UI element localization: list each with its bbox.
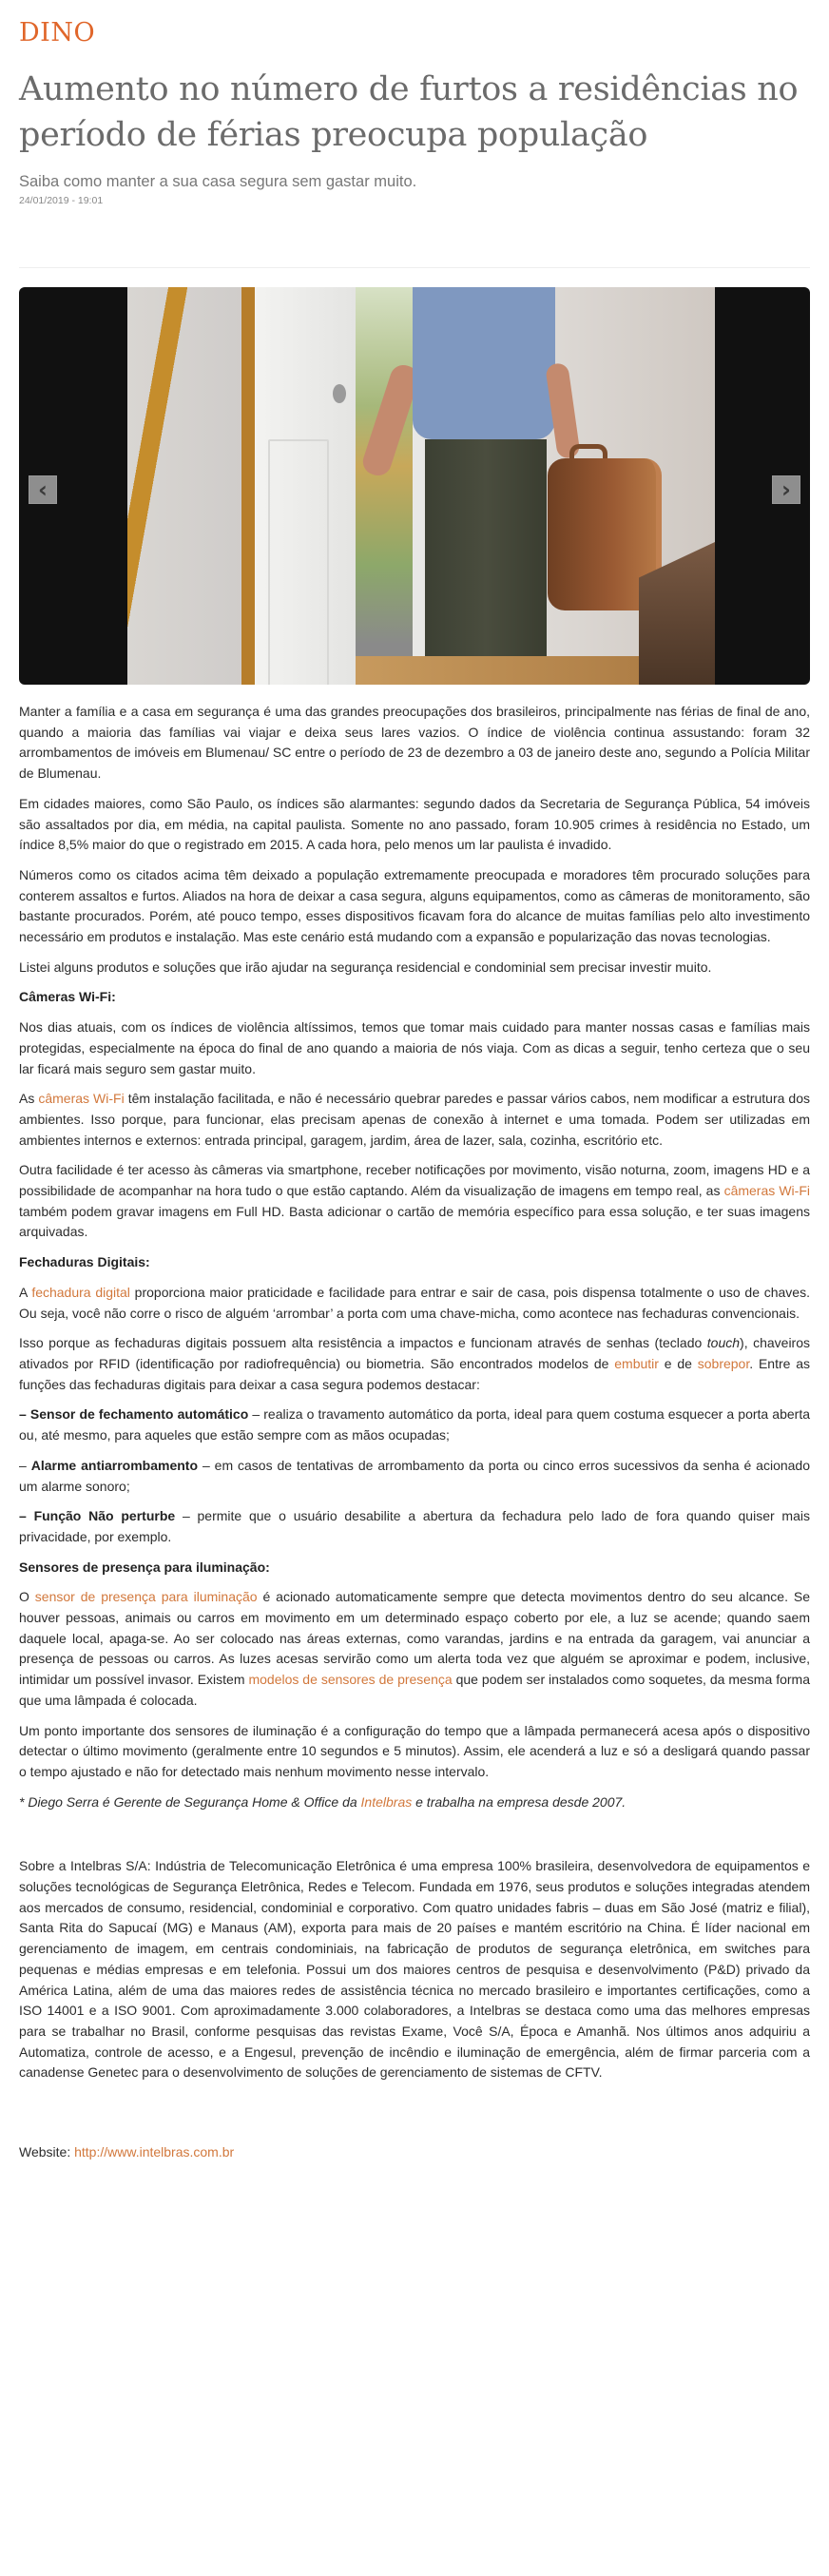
slider-prev-button[interactable] — [29, 475, 57, 504]
website-link[interactable]: http://www.intelbras.com.br — [74, 2144, 235, 2160]
feature-text: – realiza o travamento automático da porta, ideal para quem costuma esquecer a porta aberta ou, até mesmo, para aqueles que estão sempre com as mãos ocupadas; — [19, 1406, 810, 1443]
stair-rail — [127, 287, 194, 685]
link-cameras-wifi[interactable]: câmeras Wi-Fi — [723, 1183, 810, 1199]
about-company: Sobre a Intelbras S/A: Indústria de Telecomunicação Eletrônica é uma empresa 100% brasileira, desenvolvedora de equipamentos e soluções tecnológicas de Segurança Eletrônica, Redes e Telecom. Fundada em 1976, seus produtos e soluções integradas atendem aos mercados de consumo, residencial, condominial e corporativo. Com quatro unidades fabris – duas em São José (matriz e filial), Santa Rita do Sapucaí (MG) e Manaus (AM), exporta para mais de 20 países e mantém escritório na China. É líder nacional em gerenciamento de imagem, em centrais condominiais, na fabricação de produtos de segurança eletrônica, em switches para pequenas e médias empresas e em telefonia. Possui um dos maiores centros de pesquisa e desenvolvimento (P&D) privado da América Latina, além de uma das maiores redes de assistência técnica no mercado brasileiro e importantes certificações, como a ISO 14001 e a ISO 9001. Com aproximadamente 3.000 colaboradores, a Intelbras se destaca como uma das melhores empresas para se trabalhar no Brasil, conforme pesquisas das revistas Exame, Você S/A, Época e Amanhã. Nos últimos anos adquiriu a Automatiza, controle de acesso, e a Engesul, prevenção de incêndio e iluminação de emergência, além de firmar parceria com a canadense Genetec para o desenvolvimento de soluções de gerenciamento de sistemas de CFTV. — [19, 1858, 810, 2081]
website-label: Website: — [19, 2144, 75, 2160]
section-heading-sensores: Sensores de presença para iluminação: — [19, 1559, 270, 1575]
person-shirt — [413, 287, 555, 439]
subtitle: Saiba como manter a sua casa segura sem gastar muito. — [19, 173, 417, 190]
feature-title: – Função Não perturbe — [19, 1508, 176, 1524]
publish-date: 24/01/2019 - 19:01 — [19, 195, 104, 206]
paragraph: Manter a família e a casa em segurança é uma das grandes preocupações dos brasileiros, principalmente nas férias de final de ano, quando a maioria das famílias vai viajar e deixa seus lares vazios. O índice de violência continua assustando: foram 32 arrombamentos de imóveis em Blumenau/ SC entre o período de 23 de dezembro a 03 de janeiro deste ano, segundo a Polícia Militar de Blumenau. — [19, 704, 810, 782]
paragraph: Números como os citados acima têm deixado a população extremamente preocupada e moradores têm procurado soluções para conterem assaltos e furtos. Aliados na hora de deixar a casa segura, alguns equipamentos, como as câmeras de monitoramento, são bastante procurados. Porém, até pouco tempo, esses dispositivos ficavam fora do alcance de muitas famílias pelo alto investimento necessário em produtos e instalação. Mas este cenário está mudando com a expansão e popularização das novas tecnologias. — [19, 866, 810, 945]
feature-text: – em casos de tentativas de arrombamento da porta ou cinco erros sucessivos da senha é acionado um alarme sonoro; — [19, 1457, 810, 1494]
door-panel — [268, 439, 329, 685]
paragraph — [19, 1587, 810, 1711]
brand-logo[interactable]: DINO — [19, 18, 96, 48]
text: proporciona maior praticidade e facilidade para entrar e sair de casa, pois dispensa totalmente o uso de chaves. Ou seja, você não corre o risco de alguém ‘arrombar’ a porta com uma chave-micha, como acontece nas fechaduras convencionais. — [19, 1284, 810, 1321]
text: A — [19, 1284, 32, 1300]
paragraph — [19, 1283, 810, 1324]
text: O — [19, 1589, 35, 1605]
link-sensor-presenca[interactable]: sensor de presença para iluminação — [34, 1589, 258, 1605]
text: . Entre as funções das fechaduras digitais para deixar a casa segura podemos destacar: — [19, 1355, 811, 1392]
text-emphasis: touch — [706, 1335, 741, 1351]
paragraph: Um ponto importante dos sensores de iluminação é a configuração do tempo que a lâmpada permanecerá acesa após o dispositivo detectar o último movimento (geralmente entre 10 segundos e 5 minutos). Assim, ele acenderá a luz e só a desligará quando passar o tempo ajustado e não for detectado mais nenhum movimento nesse intervalo. — [19, 1722, 810, 1779]
feature-title: Alarme antiarrombamento — [30, 1457, 199, 1473]
text: é acionado automaticamente sempre que detecta movimentos dentro do seu alcance. Se houver pessoas, animais ou carros em movimento em um determinado espaço coberto por ele, a luz se acende; quando saem daquele local, apaga-se. Ao ser colocado nas áreas externas, como varandas, jardins e na entrada da garagem, vai anunciar a presença de pessoas ou carros. As luzes acesas servirão como um alerta toda vez que alguém se aproximar e podem, inclusive, intimidar um possível invasor. Existem — [19, 1589, 810, 1688]
text: As — [19, 1091, 39, 1107]
author-note — [19, 1792, 810, 1813]
chevron-right-icon: › — [781, 476, 791, 503]
paragraph: Nos dias atuais, com os índices de violência altíssimos, temos que tomar mais cuidado para manter nossas casas e famílias mais protegidas, especialmente na época do final de ano quando a maioria de nós viaja. Com as dicas a seguir, tenho certeza que o seu lar ficará mais seguro sem gastar muito. — [19, 1019, 810, 1076]
feature-title: – Sensor de fechamento automático — [19, 1406, 249, 1423]
text: também podem gravar imagens em Full HD. Basta adicionar o cartão de memória específico para essa solução, e ter suas imagens arquivadas. — [19, 1203, 810, 1240]
section-heading-fechaduras: Fechaduras Digitais: — [19, 1254, 150, 1270]
paragraph: Listei alguns produtos e soluções que irão ajudar na segurança residencial e condominial sem precisar investir muito. — [19, 959, 712, 975]
text: têm instalação facilitada, e não é necessário quebrar paredes e passar vários cabos, nem modificar a estrutura dos ambientes. Isso porque, para funcionar, elas precisam apenas de conexão à internet e uma tomada. Podem ser utilizadas em ambientes internos e externos: entrada principal, garagem, jardim, área de lazer, sala, cozinha, escritório etc. — [19, 1091, 810, 1148]
link-modelos-sensores[interactable]: modelos de sensores de presença — [248, 1672, 453, 1688]
link-cameras-wifi[interactable]: câmeras Wi-Fi — [38, 1091, 125, 1107]
text: e de — [658, 1355, 698, 1371]
outside-view — [356, 287, 413, 685]
door-knob — [333, 384, 346, 403]
page-title: Aumento no número de furtos a residências no período de férias preocupa população — [19, 70, 799, 154]
paragraph — [19, 1089, 810, 1151]
article-body — [19, 702, 810, 2163]
text: que podem ser instalados como soquetes, da mesma forma que uma lâmpada é colocada. — [19, 1672, 810, 1708]
feature-item — [19, 1506, 810, 1547]
article-photo — [127, 287, 715, 685]
feature-item — [19, 1456, 810, 1497]
link-embutir[interactable]: embutir — [614, 1355, 659, 1371]
text: e trabalha na empresa desde 2007. — [412, 1793, 627, 1810]
divider — [19, 267, 810, 268]
paragraph — [19, 1160, 810, 1243]
image-slider — [19, 287, 810, 685]
link-intelbras[interactable]: Intelbras — [360, 1793, 413, 1810]
text: Isso porque as fechaduras digitais possuem alta resistência a impactos e funcionam através de senhas (teclado — [19, 1335, 707, 1351]
paragraph — [19, 1333, 810, 1395]
link-sobrepor[interactable]: sobrepor — [697, 1355, 750, 1371]
paragraph: Em cidades maiores, como São Paulo, os índices são alarmantes: segundo dados da Secretaria de Segurança Pública, 54 imóveis são assaltados por dia, em média, na capital paulista. Somente no ano passado, foram 10.905 crimes à residência no Estado, um índice 8,5% maior do que o registrado em 2015. A cada hora, pelo menos um lar paulista é invadido. — [19, 795, 810, 853]
chevron-left-icon: ‹ — [38, 476, 48, 503]
text: ), chaveiros ativados por RFID (identificação por radiofrequência) ou biometria. São encontrados modelos de — [19, 1335, 810, 1371]
slider-next-button[interactable] — [772, 475, 800, 504]
text: * Diego Serra é Gerente de Segurança Home & Office da — [19, 1793, 361, 1810]
website-line — [19, 2142, 810, 2163]
text: Outra facilidade é ter acesso às câmeras via smartphone, receber notificações por movimento, visão noturna, zoom, imagens HD e a possibilidade de acompanhar na hora tudo o que estão captando. Além da visualização de imagens em tempo real, as — [19, 1162, 810, 1199]
person-pants — [425, 439, 547, 685]
feature-item — [19, 1404, 810, 1445]
section-heading-cameras: Câmeras Wi-Fi: — [19, 989, 116, 1005]
feature-text: – permite que o usuário desabilite a abertura da fechadura pelo lado de fora quando quiser mais privacidade, por exemplo. — [19, 1508, 810, 1544]
link-fechadura-digital[interactable]: fechadura digital — [31, 1284, 130, 1300]
text: – — [19, 1457, 31, 1473]
